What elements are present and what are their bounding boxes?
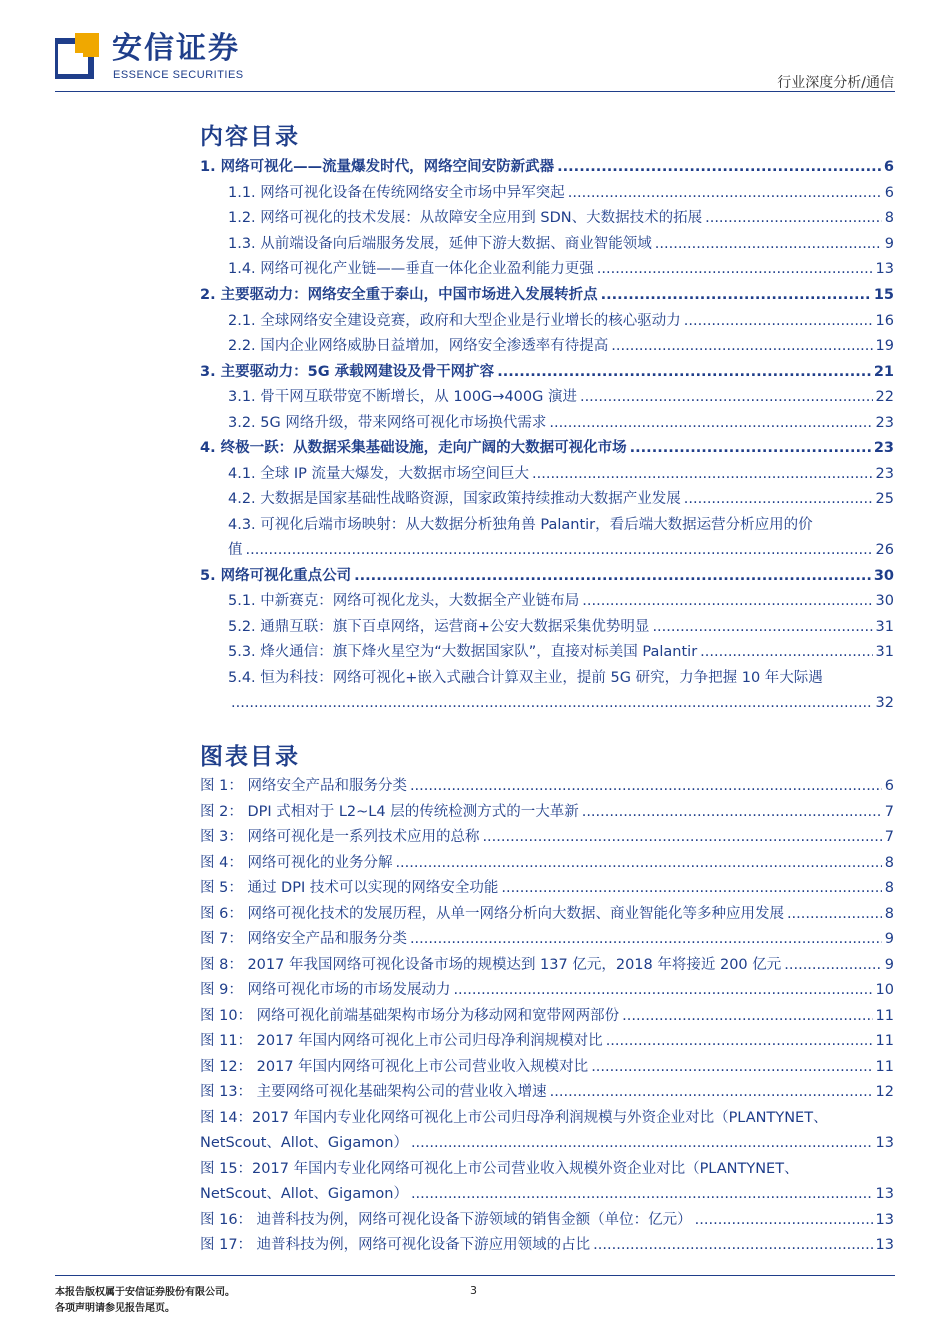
- footer-divider: [55, 1275, 895, 1276]
- figure-item[interactable]: 图 9： 网络可视化市场的市场发展动力 ..... 10: [200, 980, 894, 1000]
- toc-item[interactable]: 4.2. 大数据是国家基础性战略资源，国家政策持续推动大数据产业发展 ..... 25: [228, 489, 894, 509]
- figure-item[interactable]: 图 12： 2017 年国内网络可视化上市公司营业收入规模对比 ..... 11: [200, 1057, 894, 1077]
- toc-item[interactable]: ..... 32: [228, 693, 894, 713]
- figure-item[interactable]: 图 13： 主要网络可视化基础架构公司的营业收入增速 ..... 12: [200, 1082, 894, 1102]
- logo-icon: [55, 33, 99, 79]
- figure-item[interactable]: NetScout、Allot、Gigamon） ..... 13: [200, 1133, 894, 1153]
- figure-item[interactable]: 图 3： 网络可视化是一系列技术应用的总称 ..... 7: [200, 827, 894, 847]
- toc-item[interactable]: 2. 主要驱动力：网络安全重于泰山，中国市场进入发展转折点 ..... 15: [200, 285, 894, 305]
- toc-item[interactable]: 3. 主要驱动力：5G 承载网建设及骨干网扩容 ..... 21: [200, 362, 894, 382]
- figures-title: 图表目录: [200, 743, 300, 770]
- toc-item-wrap[interactable]: 4.3. 可视化后端市场映射：从大数据分析独角兽 Palantir，看后端大数据运营分析应用的价: [228, 517, 813, 533]
- figure-item[interactable]: 图 10： 网络可视化前端基础架构市场分为移动网和宽带网两部份 ..... 11: [200, 1006, 894, 1026]
- figure-item[interactable]: 图 11： 2017 年国内网络可视化上市公司归母净利润规模对比 ..... 11: [200, 1031, 894, 1051]
- toc-item[interactable]: 3.2. 5G 网络升级，带来网络可视化市场换代需求 ..... 23: [228, 413, 894, 433]
- toc-item[interactable]: 1.4. 网络可视化产业链——垂直一体化企业盈利能力更强 ..... 13: [228, 259, 894, 279]
- toc-item[interactable]: 1. 网络可视化——流量爆发时代，网络空间安防新武器 ..... 6: [200, 157, 894, 177]
- page-number: 3: [470, 1284, 477, 1297]
- figure-item-wrap[interactable]: 图 15：2017 年国内专业化网络可视化上市公司营业收入规模外资企业对比（PLANTYNET、: [200, 1161, 799, 1177]
- figure-item[interactable]: 图 2： DPI 式相对于 L2~L4 层的传统检测方式的一大革新 ..... 7: [200, 802, 894, 822]
- figure-item[interactable]: 图 5： 通过 DPI 技术可以实现的网络安全功能 ..... 8: [200, 878, 894, 898]
- toc-item[interactable]: 2.2. 国内企业网络威胁日益增加，网络安全渗透率有待提高 ..... 19: [228, 336, 894, 356]
- figure-item[interactable]: 图 17： 迪普科技为例，网络可视化设备下游应用领域的占比 ..... 13: [200, 1235, 894, 1255]
- toc-item[interactable]: 2.1. 全球网络安全建设竞赛，政府和大型企业是行业增长的核心驱动力 ..... 16: [228, 311, 894, 331]
- figure-item[interactable]: 图 6： 网络可视化技术的发展历程，从单一网络分析向大数据、商业智能化等多种应用发展 ..... 8: [200, 904, 894, 924]
- toc-item[interactable]: 1.3. 从前端设备向后端服务发展，延伸下游大数据、商业智能领域 ..... 9: [228, 234, 894, 254]
- page-header: [0, 0, 950, 95]
- report-category: 行业深度分析/通信: [777, 75, 894, 91]
- logo-text-cn: 安信证券: [112, 31, 240, 66]
- toc-item[interactable]: 4. 终极一跃：从数据采集基础设施，走向广阔的大数据可视化市场 ..... 23: [200, 438, 894, 458]
- toc-title: 内容目录: [200, 123, 300, 150]
- figure-item[interactable]: 图 4： 网络可视化的业务分解 ..... 8: [200, 853, 894, 873]
- figure-item[interactable]: 图 7： 网络安全产品和服务分类 ..... 9: [200, 929, 894, 949]
- toc-item[interactable]: 5.3. 烽火通信：旗下烽火星空为“大数据国家队”，直接对标美国 Palantir ..... 31: [228, 642, 894, 662]
- toc-item[interactable]: 5. 网络可视化重点公司 ..... 30: [200, 566, 894, 586]
- header-divider: [55, 91, 895, 92]
- toc-item[interactable]: 5.1. 中新赛克：网络可视化龙头，大数据全产业链布局 ..... 30: [228, 591, 894, 611]
- toc-item[interactable]: 1.1. 网络可视化设备在传统网络安全市场中异军突起 ..... 6: [228, 183, 894, 203]
- toc-item[interactable]: 1.2. 网络可视化的技术发展：从故障安全应用到 SDN、大数据技术的拓展 ..... 8: [228, 208, 894, 228]
- figure-item[interactable]: 图 1： 网络安全产品和服务分类 ..... 6: [200, 776, 894, 796]
- figure-item[interactable]: NetScout、Allot、Gigamon） ..... 13: [200, 1184, 894, 1204]
- figure-item[interactable]: 图 16： 迪普科技为例，网络可视化设备下游领域的销售金额（单位：亿元） ..... 13: [200, 1210, 894, 1230]
- toc-item[interactable]: 值 ..... 26: [228, 540, 894, 560]
- toc-item[interactable]: 4.1. 全球 IP 流量大爆发，大数据市场空间巨大 ..... 23: [228, 464, 894, 484]
- footer-copyright: 本报告版权属于安信证券股份有限公司。: [55, 1287, 235, 1298]
- footer-disclaimer: 各项声明请参见报告尾页。: [55, 1303, 175, 1314]
- toc-item[interactable]: 5.2. 通鼎互联：旗下百卓网络，运营商+公安大数据采集优势明显 ..... 31: [228, 617, 894, 637]
- toc-item-wrap[interactable]: 5.4. 恒为科技：网络可视化+嵌入式融合计算双主业，提前 5G 研究，力争把握 10 年大际遇: [228, 670, 823, 686]
- figure-item[interactable]: 图 8： 2017 年我国网络可视化设备市场的规模达到 137 亿元，2018 年将接近 200 亿元 ..... 9: [200, 955, 894, 975]
- logo-text-en: ESSENCE SECURITIES: [113, 69, 244, 81]
- toc-item[interactable]: 3.1. 骨干网互联带宽不断增长，从 100G→400G 演进 ..... 22: [228, 387, 894, 407]
- figure-item-wrap[interactable]: 图 14：2017 年国内专业化网络可视化上市公司归母净利润规模与外资企业对比（PLANTYNET、: [200, 1110, 828, 1126]
